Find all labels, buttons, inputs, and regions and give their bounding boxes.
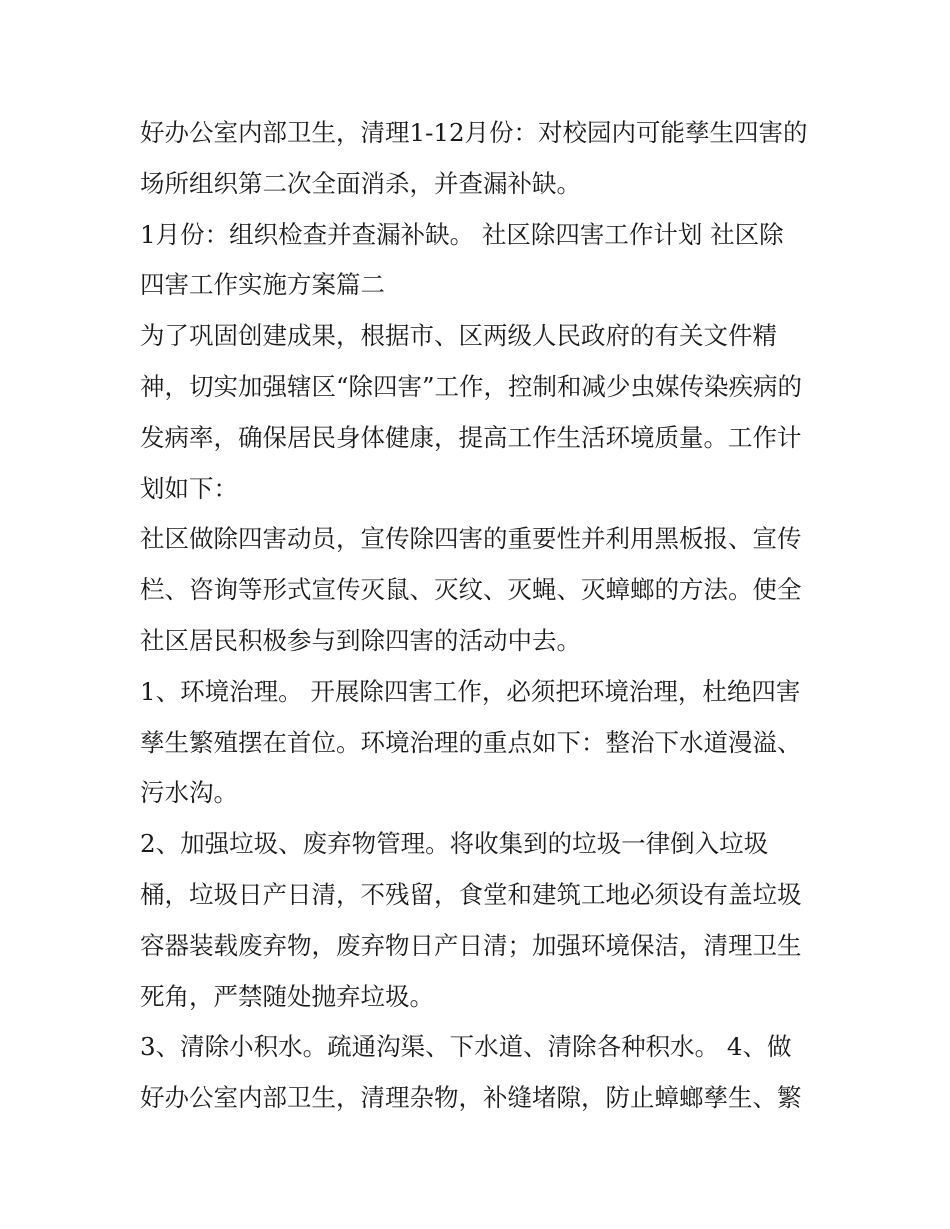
text-line: 死角，严禁随处抛弃垃圾。 (140, 981, 434, 1011)
text-line: 容器装载废弃物，废弃物日产日清；加强环境保洁，清理卫生 (140, 930, 802, 960)
text-line: 2、加强垃圾、废弃物管理。将收集到的垃圾一律倒入垃圾 (140, 829, 769, 859)
text-line: 1、环境治理。 开展除四害工作，必须把环境治理，杜绝四害 (140, 676, 801, 706)
text-line: 发病率，确保居民身体健康，提高工作生活环境质量。工作计 (140, 422, 802, 452)
text-line: 桶，垃圾日产日清，不残留，食堂和建筑工地必须设有盖垃圾 (140, 879, 802, 909)
text-line: 好办公室内部卫生，清理1-12月份：对校园内可能孳生四害的 (140, 118, 808, 147)
text-line: 3、清除小积水。疏通沟渠、下水道、清除各种积水。 4、做 (140, 1032, 792, 1062)
text-line: 社区居民积极参与到除四害的活动中去。 (140, 625, 581, 655)
text-line: 为了巩固创建成果，根据市、区两级人民政府的有关文件精 (140, 321, 777, 351)
text-line: 孳生繁殖摆在首位。环境治理的重点如下：整治下水道漫溢、 (140, 727, 802, 757)
text-line: 社区做除四害动员，宣传除四害的重要性并利用黑板报、宣传 (140, 524, 802, 554)
text-line: 神，切实加强辖区“除四害”工作，控制和减少虫媒传染疾病的 (140, 371, 803, 401)
text-line: 四害工作实施方案篇二 (140, 270, 385, 300)
text-line: 好办公室内部卫生，清理杂物，补缝堵隙，防止蟑螂孳生、繁 (140, 1083, 802, 1113)
text-line: 栏、咨询等形式宣传灭鼠、灭纹、灭蝇、灭蟑螂的方法。使全 (140, 575, 802, 605)
text-line: 划如下： (140, 473, 238, 503)
text-line: 污水沟。 (140, 778, 238, 808)
text-line: 1月份：组织检查并查漏补缺。 社区除四害工作计划 社区除 (140, 219, 784, 249)
text-line: 场所组织第二次全面消杀，并查漏补缺。 (140, 168, 581, 198)
document-body (140, 108, 820, 1124)
